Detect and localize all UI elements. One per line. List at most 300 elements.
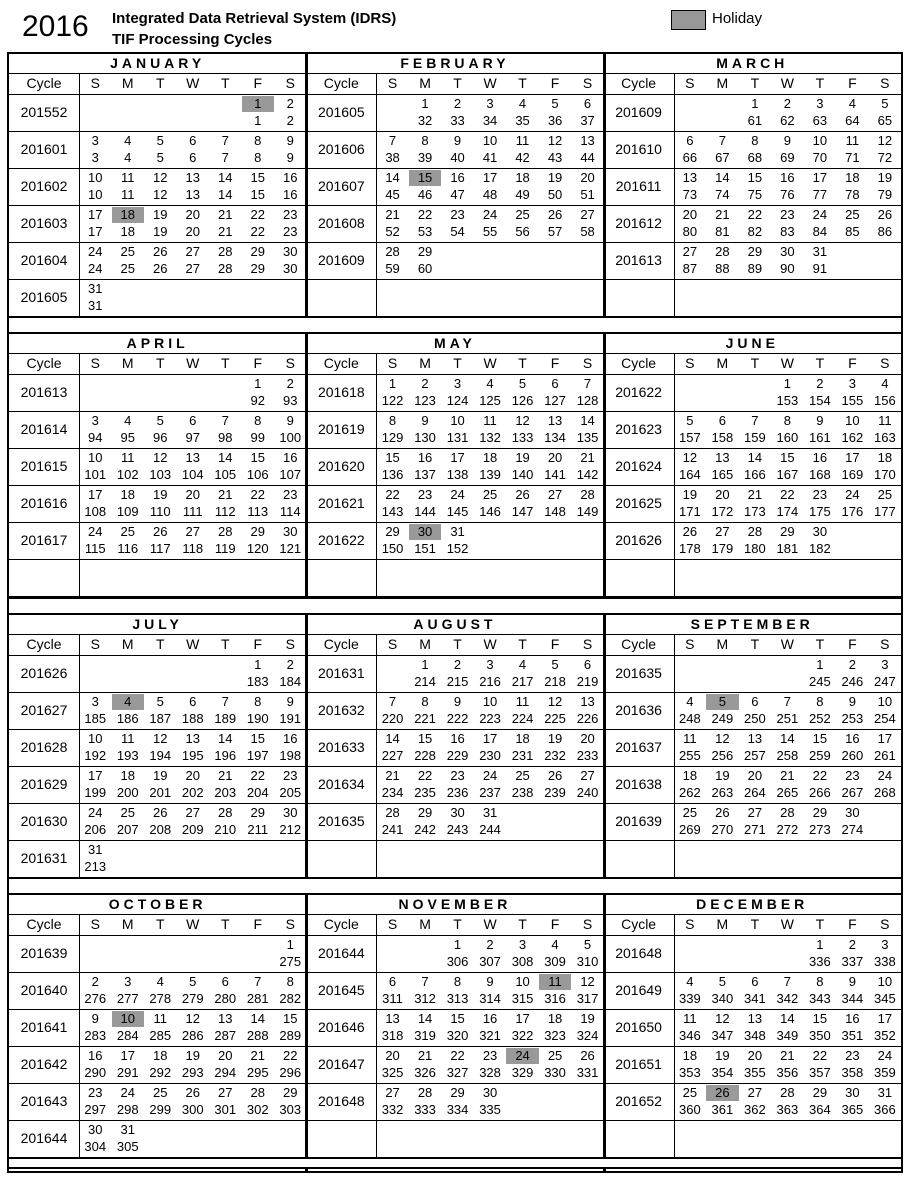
calendar-day: 7 — [783, 973, 791, 989]
cycle-number: 201636 — [615, 701, 662, 718]
julian-day: 7 — [221, 150, 229, 165]
julian-day: 247 — [873, 673, 896, 689]
calendar-day: 13 — [747, 1010, 763, 1026]
julian-day: 263 — [711, 784, 734, 800]
calendar-day: 24 — [450, 487, 465, 503]
cycle-number: 201641 — [20, 1018, 68, 1035]
julian-day: 77 — [812, 187, 828, 202]
calendar-day: 13 — [580, 693, 595, 709]
calendar-day: 5 — [156, 693, 164, 709]
calendar-day: 28 — [780, 1084, 795, 1100]
calendar-day: 16 — [417, 450, 433, 466]
calendar-day: 14 — [780, 1010, 795, 1026]
julian-day: 129 — [381, 430, 404, 446]
calendar-day: 3 — [518, 936, 527, 952]
calendar-day: 25 — [482, 487, 498, 503]
calendar-day: 16 — [482, 1010, 498, 1026]
julian-day: 72 — [877, 150, 893, 165]
cycle-number: 201639 — [20, 944, 68, 961]
calendar-day: 16 — [845, 1010, 860, 1026]
calendar-day: 31 — [482, 804, 498, 820]
calendar-day: 22 — [812, 1047, 828, 1063]
calendar-day: 26 — [185, 1084, 200, 1100]
cycle-number: 201613 — [615, 252, 662, 268]
julian-day: 155 — [841, 393, 864, 409]
weekday-header: S — [285, 75, 295, 91]
month-july — [9, 615, 306, 877]
julian-day: 124 — [446, 393, 469, 409]
calendar-day: 8 — [286, 973, 294, 989]
julian-day: 39 — [417, 150, 433, 165]
julian-day: 218 — [544, 673, 566, 689]
calendar-day: 24 — [877, 1047, 893, 1063]
julian-day: 211 — [247, 821, 269, 837]
weekday-header: W — [186, 75, 200, 91]
weekday-header: W — [483, 355, 497, 372]
calendar-day: 28 — [747, 524, 763, 540]
weekday-header: T — [155, 75, 165, 91]
calendar-day: 27 — [580, 207, 595, 222]
calendar-day: 29 — [385, 524, 400, 540]
calendar-day: 27 — [218, 1084, 233, 1100]
calendar-day: 30 — [283, 804, 298, 820]
julian-day: 285 — [149, 1027, 172, 1043]
julian-day: 201 — [149, 784, 172, 800]
cycle-number: 201648 — [317, 1092, 365, 1109]
julian-day: 219 — [576, 673, 599, 689]
calendar-day: 5 — [551, 656, 559, 672]
julian-day: 60 — [417, 261, 433, 276]
julian-day: 288 — [246, 1027, 269, 1043]
julian-day: 74 — [715, 187, 730, 202]
calendar-day: 2 — [286, 96, 294, 111]
calendar-day: 15 — [283, 1010, 298, 1026]
julian-day: 301 — [214, 1101, 237, 1117]
julian-day: 228 — [414, 747, 436, 763]
julian-day: 25 — [120, 261, 135, 276]
calendar-day: 26 — [715, 804, 730, 820]
calendar-day: 19 — [153, 767, 168, 783]
calendar-day: 7 — [751, 413, 759, 429]
holiday-legend-label: Holiday — [712, 10, 763, 27]
julian-day: 299 — [149, 1101, 172, 1117]
calendar-day: 13 — [547, 413, 563, 429]
weekday-header: W — [780, 355, 794, 372]
julian-day: 350 — [808, 1027, 831, 1043]
calendar-day: 5 — [156, 413, 164, 429]
calendar-day: 4 — [551, 936, 559, 952]
calendar-day: 19 — [547, 170, 563, 185]
julian-day: 98 — [218, 430, 233, 446]
calendar-day: 6 — [189, 133, 197, 148]
month-february — [306, 54, 603, 316]
julian-day: 326 — [414, 1064, 436, 1080]
julian-day: 234 — [381, 784, 404, 800]
calendar-day: 30 — [450, 804, 465, 820]
calendar-day: 29 — [747, 244, 763, 259]
weekday-header: S — [582, 355, 593, 372]
calendar-day: 17 — [845, 450, 860, 466]
calendar-day: 28 — [218, 244, 233, 259]
calendar-day: 28 — [218, 804, 233, 820]
julian-day: 176 — [841, 504, 864, 520]
cycle-number: 201652 — [615, 1092, 662, 1109]
julian-day: 317 — [576, 990, 599, 1006]
julian-day: 106 — [246, 467, 269, 483]
calendar-day: 26 — [153, 804, 168, 820]
calendar-day: 14 — [580, 413, 595, 429]
calendar-day: 3 — [486, 656, 494, 672]
calendar-day: 8 — [453, 973, 462, 989]
calendar-day: 21 — [385, 207, 400, 222]
weekday-header: T — [815, 355, 825, 372]
holiday-day: 1 — [242, 96, 275, 112]
calendar-day: 4 — [518, 96, 527, 111]
calendar-day: 10 — [482, 133, 498, 148]
julian-day: 309 — [544, 953, 566, 969]
calendar-day: 29 — [417, 804, 433, 820]
julian-day: 135 — [576, 430, 599, 446]
calendar-day: 29 — [250, 244, 265, 259]
calendar-day: 9 — [91, 1010, 99, 1026]
julian-day: 69 — [780, 150, 795, 165]
month-title: JANUARY — [9, 54, 306, 74]
julian-day: 293 — [181, 1064, 204, 1080]
calendar-day: 21 — [580, 450, 595, 466]
calendar-day: 25 — [120, 524, 135, 540]
julian-day: 243 — [446, 821, 469, 837]
julian-day: 125 — [479, 393, 501, 409]
weekday-header: W — [186, 635, 200, 652]
julian-day: 345 — [873, 990, 896, 1006]
julian-day: 21 — [218, 224, 233, 239]
julian-day: 102 — [116, 467, 139, 483]
julian-day: 356 — [776, 1064, 799, 1080]
julian-day: 52 — [385, 224, 400, 239]
calendar-day: 12 — [515, 413, 530, 429]
calendar-day: 6 — [189, 413, 197, 429]
calendar-day: 18 — [682, 767, 698, 783]
calendar-day: 15 — [250, 730, 265, 746]
julian-day: 151 — [414, 541, 436, 557]
calendar-day: 14 — [715, 170, 730, 185]
month-title: SEPTEMBER — [604, 615, 901, 635]
calendar-day: 1 — [286, 936, 294, 952]
julian-day: 162 — [841, 430, 864, 446]
holiday-day: 26 — [706, 1085, 739, 1101]
weekday-header: F — [550, 915, 560, 932]
weekday-header: S — [387, 355, 398, 372]
julian-day: 14 — [218, 187, 233, 202]
julian-day: 118 — [182, 541, 204, 557]
julian-day: 329 — [511, 1064, 534, 1080]
calendar-day: 15 — [250, 170, 265, 185]
julian-day: 116 — [117, 541, 139, 557]
julian-day: 153 — [776, 393, 799, 409]
julian-day: 287 — [214, 1027, 237, 1043]
julian-day: 138 — [446, 467, 469, 483]
julian-day: 261 — [873, 747, 896, 763]
calendar-day: 3 — [91, 413, 99, 429]
calendar-day: 31 — [120, 1121, 135, 1137]
weekday-header: T — [155, 355, 165, 372]
julian-day: 249 — [711, 710, 734, 726]
calendar-day: 29 — [450, 1084, 465, 1100]
weekday-header: T — [815, 75, 825, 91]
calendar-day: 22 — [450, 1047, 465, 1063]
julian-day: 93 — [283, 393, 298, 409]
cycle-number: 201628 — [20, 738, 68, 755]
calendar-day: 18 — [515, 170, 530, 185]
julian-day: 197 — [246, 747, 269, 763]
weekday-header: T — [518, 635, 527, 652]
weekday-header: F — [848, 75, 857, 91]
cycle-number: 201618 — [317, 384, 365, 401]
weekday-header: M — [419, 75, 431, 91]
julian-day: 127 — [544, 393, 566, 409]
julian-day: 134 — [544, 430, 566, 446]
cycle-column-header: Cycle — [323, 75, 359, 91]
weekday-header: W — [186, 915, 200, 932]
calendar-day: 17 — [120, 1047, 135, 1063]
weekday-header: S — [285, 915, 295, 932]
julian-day: 221 — [414, 710, 436, 726]
cycle-number: 201622 — [615, 384, 662, 401]
cycle-number: 201635 — [615, 664, 662, 681]
julian-day: 59 — [385, 261, 400, 276]
julian-day: 68 — [747, 150, 763, 165]
calendar-day: 16 — [845, 730, 860, 746]
calendar-day: 30 — [812, 524, 828, 540]
calendar-day: 20 — [580, 170, 595, 185]
julian-day: 3 — [91, 150, 99, 165]
calendar-day: 24 — [88, 804, 103, 820]
julian-day: 24 — [88, 261, 103, 276]
julian-day: 239 — [544, 784, 566, 800]
calendar-day: 6 — [751, 693, 759, 709]
julian-day: 216 — [479, 673, 501, 689]
calendar-day: 12 — [185, 1010, 200, 1026]
calendar-day: 12 — [580, 973, 595, 989]
julian-day: 349 — [776, 1027, 799, 1043]
cycle-column-header: Cycle — [26, 75, 62, 91]
calendar-day: 30 — [88, 1121, 103, 1137]
calendar-day: 20 — [747, 1047, 763, 1063]
julian-day: 264 — [743, 784, 766, 800]
julian-day: 18 — [120, 224, 135, 239]
julian-day: 165 — [711, 467, 734, 483]
julian-day: 322 — [511, 1027, 534, 1043]
calendar-day: 21 — [715, 207, 730, 222]
weekday-header: S — [90, 75, 100, 91]
calendar-day: 19 — [682, 487, 698, 503]
cycle-number: 201626 — [615, 532, 662, 549]
calendar-day: 10 — [845, 413, 860, 429]
julian-day: 212 — [279, 821, 302, 837]
julian-day: 137 — [414, 467, 436, 483]
calendar-day: 3 — [881, 936, 889, 952]
calendar-day: 3 — [816, 96, 824, 111]
julian-day: 194 — [149, 747, 172, 763]
calendar-day: 25 — [120, 804, 135, 820]
julian-day: 121 — [279, 541, 302, 557]
calendar-day: 18 — [153, 1047, 168, 1063]
calendar-day: 30 — [482, 1084, 498, 1100]
month-november — [306, 895, 603, 1157]
calendar-day: 24 — [482, 207, 498, 222]
cycle-number: 201623 — [615, 421, 662, 438]
calendar-day: 8 — [254, 133, 262, 148]
julian-day: 88 — [715, 261, 730, 276]
calendar-day: 16 — [283, 450, 298, 466]
calendar-day: 13 — [185, 730, 200, 746]
weekday-header: M — [121, 355, 134, 372]
calendar-day: 22 — [812, 767, 828, 783]
julian-day: 46 — [417, 187, 433, 202]
row-divider — [604, 1120, 901, 1121]
calendar-day: 28 — [580, 487, 595, 503]
cycle-number: 201624 — [615, 458, 662, 475]
julian-day: 32 — [417, 113, 433, 128]
weekday-header: W — [780, 635, 794, 652]
month-january — [9, 54, 306, 316]
calendar-day: 30 — [283, 244, 298, 259]
calendar-day: 17 — [877, 1010, 893, 1026]
weekday-header: F — [253, 355, 263, 372]
calendar-day: 18 — [515, 730, 530, 746]
calendar-day: 14 — [780, 730, 795, 746]
julian-day: 76 — [780, 187, 795, 202]
calendar-day: 17 — [88, 767, 103, 783]
calendar-day: 8 — [421, 133, 429, 148]
julian-day: 30 — [283, 261, 298, 276]
calendar-day: 15 — [747, 170, 763, 185]
julian-day: 181 — [776, 541, 799, 557]
calendar-day: 29 — [812, 1084, 828, 1100]
julian-day: 241 — [381, 821, 404, 837]
julian-day: 143 — [381, 504, 404, 520]
cycle-column-header: Cycle — [323, 355, 359, 372]
month-title: AUGUST — [306, 615, 603, 635]
calendar-day: 3 — [124, 973, 132, 989]
julian-day: 359 — [873, 1064, 896, 1080]
holiday-day: 15 — [409, 170, 442, 186]
julian-day: 36 — [547, 113, 563, 128]
julian-day: 340 — [711, 990, 734, 1006]
calendar-day: 9 — [286, 413, 294, 429]
month-title: MARCH — [604, 54, 901, 74]
julian-day: 61 — [747, 113, 763, 128]
julian-day: 183 — [246, 673, 269, 689]
calendar-day: 25 — [515, 207, 530, 222]
calendar-day: 11 — [683, 1010, 697, 1026]
calendar-day: 31 — [877, 1084, 893, 1100]
calendar-day: 17 — [812, 170, 828, 185]
calendar-day: 10 — [88, 730, 103, 746]
julian-day: 314 — [479, 990, 501, 1006]
julian-day: 133 — [511, 430, 534, 446]
julian-day: 225 — [544, 710, 566, 726]
band-separator — [9, 877, 901, 895]
julian-day: 200 — [116, 784, 139, 800]
julian-day: 262 — [678, 784, 701, 800]
julian-day: 335 — [479, 1101, 501, 1117]
cycle-number: 201645 — [317, 981, 365, 998]
cycle-number: 201621 — [317, 495, 365, 512]
calendar-day: 3 — [848, 376, 856, 392]
weekday-header: M — [716, 915, 729, 932]
cycle-number: 201609 — [615, 104, 662, 120]
julian-day: 20 — [185, 224, 200, 239]
julian-day: 235 — [414, 784, 436, 800]
cycle-number: 201638 — [615, 775, 662, 792]
julian-day: 177 — [873, 504, 896, 520]
julian-day: 13 — [185, 187, 200, 202]
julian-day: 107 — [279, 467, 302, 483]
julian-day: 259 — [808, 747, 831, 763]
weekday-header: S — [880, 635, 890, 652]
calendar-day: 31 — [812, 244, 828, 259]
cycle-number: 201614 — [20, 421, 68, 438]
calendar-day: 2 — [453, 656, 462, 672]
calendar-day: 24 — [120, 1084, 135, 1100]
julian-day: 213 — [84, 858, 107, 874]
julian-day: 152 — [446, 541, 469, 557]
julian-day: 215 — [446, 673, 469, 689]
weekday-header: T — [220, 75, 230, 91]
calendar-day: 10 — [877, 973, 893, 989]
calendar-day: 28 — [250, 1084, 265, 1100]
weekday-header: M — [716, 635, 729, 652]
julian-day: 56 — [515, 224, 530, 239]
cycle-number: 201634 — [317, 775, 365, 792]
calendar-day: 26 — [547, 207, 563, 222]
band-separator — [9, 1157, 901, 1169]
weekday-header: S — [582, 75, 593, 91]
weekday-header: S — [880, 915, 890, 932]
calendar-day: 8 — [751, 133, 759, 148]
weekday-header: S — [685, 635, 695, 652]
calendar-day: 14 — [218, 170, 233, 185]
calendar-day: 11 — [845, 133, 860, 148]
calendar-day: 29 — [812, 804, 828, 820]
julian-day: 184 — [279, 673, 302, 689]
calendar-day: 3 — [881, 656, 889, 672]
weekday-header: S — [285, 355, 295, 372]
calendar-day: 23 — [450, 767, 465, 783]
julian-day: 115 — [84, 541, 106, 557]
julian-day: 351 — [841, 1027, 864, 1043]
month-title: OCTOBER — [9, 895, 306, 915]
calendar-day: 14 — [218, 730, 233, 746]
julian-day: 49 — [515, 187, 530, 202]
julian-day: 171 — [678, 504, 701, 520]
julian-day: 83 — [780, 224, 795, 239]
julian-day: 232 — [544, 747, 566, 763]
julian-day: 37 — [580, 113, 595, 128]
julian-day: 272 — [776, 821, 799, 837]
julian-day: 297 — [84, 1101, 107, 1117]
julian-day: 159 — [743, 430, 766, 446]
julian-day: 112 — [214, 504, 236, 520]
weekday-header: F — [848, 635, 857, 652]
calendar-day: 22 — [283, 1047, 298, 1063]
julian-day: 231 — [511, 747, 534, 763]
calendar-day: 9 — [486, 973, 494, 989]
calendar-day: 17 — [88, 207, 103, 222]
julian-day: 323 — [544, 1027, 566, 1043]
month-title: JULY — [9, 615, 306, 635]
